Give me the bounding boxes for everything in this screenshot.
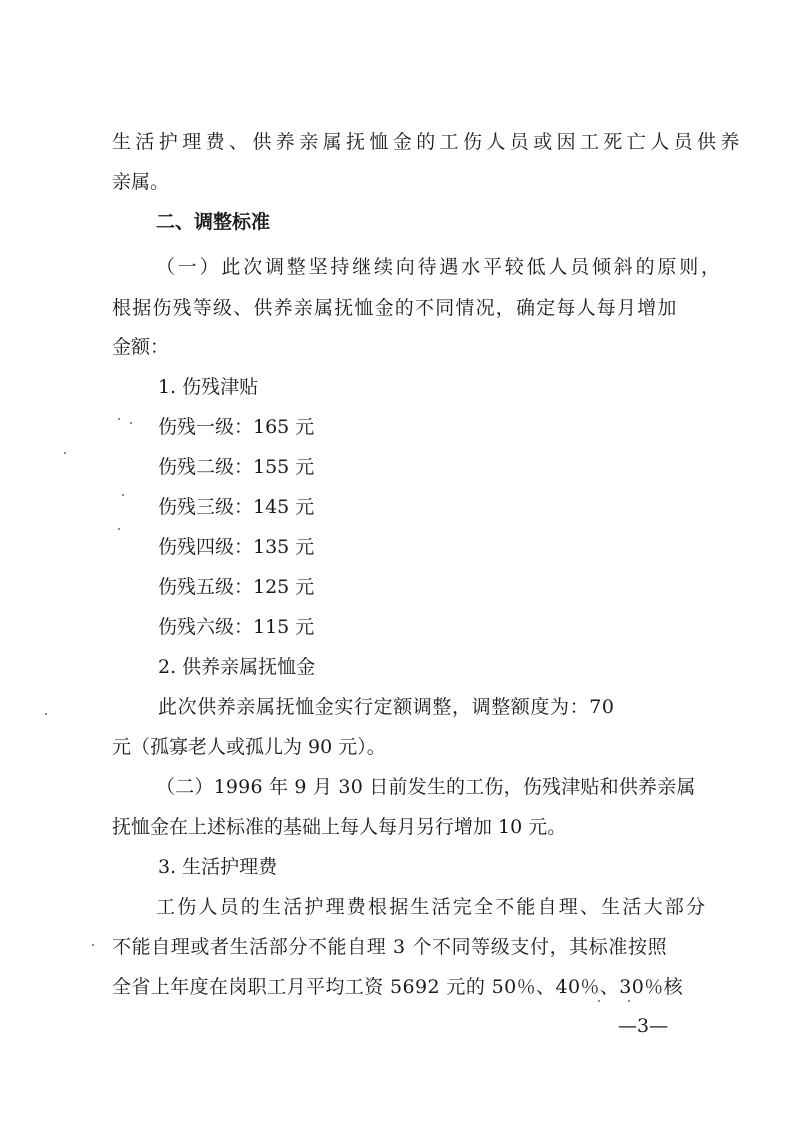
line-text: （二）1996 年 9 月 30 日前发生的工伤，伤残津贴和供养亲属: [156, 776, 696, 798]
scan-speck: [118, 528, 120, 530]
scan-speck: [628, 1000, 630, 1002]
line-text: 工伤人员的生活护理费根据生活完全不能自理、生活大部分: [156, 896, 708, 918]
paragraph-line: [158, 695, 615, 719]
heading-text: 二、调整标准: [156, 211, 271, 233]
scan-speck: [92, 944, 94, 946]
paragraph-line: [156, 775, 696, 799]
paragraph-line: [112, 975, 683, 999]
scan-speck: [64, 452, 66, 454]
line-text: 不能自理或者生活部分不能自理 3 个不同等级支付，其标准按照: [112, 936, 668, 958]
line-text: 此次供养亲属抚恤金实行定额调整，调整额度为：70: [158, 696, 615, 718]
list-item: [158, 495, 314, 519]
scan-speck: [118, 418, 120, 420]
list-item: [158, 535, 314, 559]
heading-text: 2. 供养亲属抚恤金: [158, 656, 316, 678]
paragraph-line: [112, 130, 744, 154]
page-number: —3—: [618, 1015, 669, 1037]
heading-text: 1. 伤残津贴: [158, 376, 259, 398]
subsection-heading: [158, 855, 277, 879]
subsection-heading: [158, 655, 315, 679]
heading-text: 3. 生活护理费: [158, 856, 278, 878]
line-text: 根据伤残等级、供养亲属抚恤金的不同情况，确定每人每月增加: [112, 297, 678, 319]
paragraph-line: [112, 935, 667, 959]
list-item: [158, 415, 314, 439]
paragraph-line: [156, 895, 707, 919]
scan-speck: [122, 494, 124, 496]
paragraph-line: [112, 296, 678, 320]
scan-speck: [130, 422, 132, 424]
line-text: 生活护理费、供养亲属抚恤金的工伤人员或因工死亡人员供养: [112, 131, 744, 153]
section-heading: [156, 210, 270, 234]
line-text: 伤残四级：135 元: [158, 536, 315, 558]
line-text: 元（孤寡老人或孤儿为 90 元）。: [112, 736, 386, 758]
line-text: 亲属。: [112, 171, 170, 193]
line-text: 伤残六级：115 元: [158, 616, 315, 638]
line-text: 伤残二级：155 元: [158, 456, 315, 478]
line-text: 伤残五级：125 元: [158, 576, 315, 598]
list-item: [158, 455, 314, 479]
scan-speck: [45, 713, 47, 715]
paragraph-line: [156, 255, 723, 279]
paragraph-line: [112, 170, 169, 194]
paragraph-line: [112, 815, 566, 839]
list-item: [158, 575, 314, 599]
list-item: [158, 615, 314, 639]
line-text: 伤残一级：165 元: [158, 416, 315, 438]
line-text: 全省上年度在岗职工月平均工资 5692 元的 50％、40％、30％核: [112, 976, 684, 998]
line-text: 抚恤金在上述标准的基础上每人每月另行增加 10 元。: [112, 816, 567, 838]
line-text: （一）此次调整坚持继续向待遇水平较低人员倾斜的原则，: [156, 256, 723, 278]
line-text: 金额：: [112, 336, 170, 358]
line-text: 伤残三级：145 元: [158, 496, 315, 518]
paragraph-line: [112, 735, 386, 759]
scan-speck: [598, 1000, 600, 1002]
subsection-heading: [158, 375, 258, 399]
paragraph-line: [112, 335, 169, 359]
